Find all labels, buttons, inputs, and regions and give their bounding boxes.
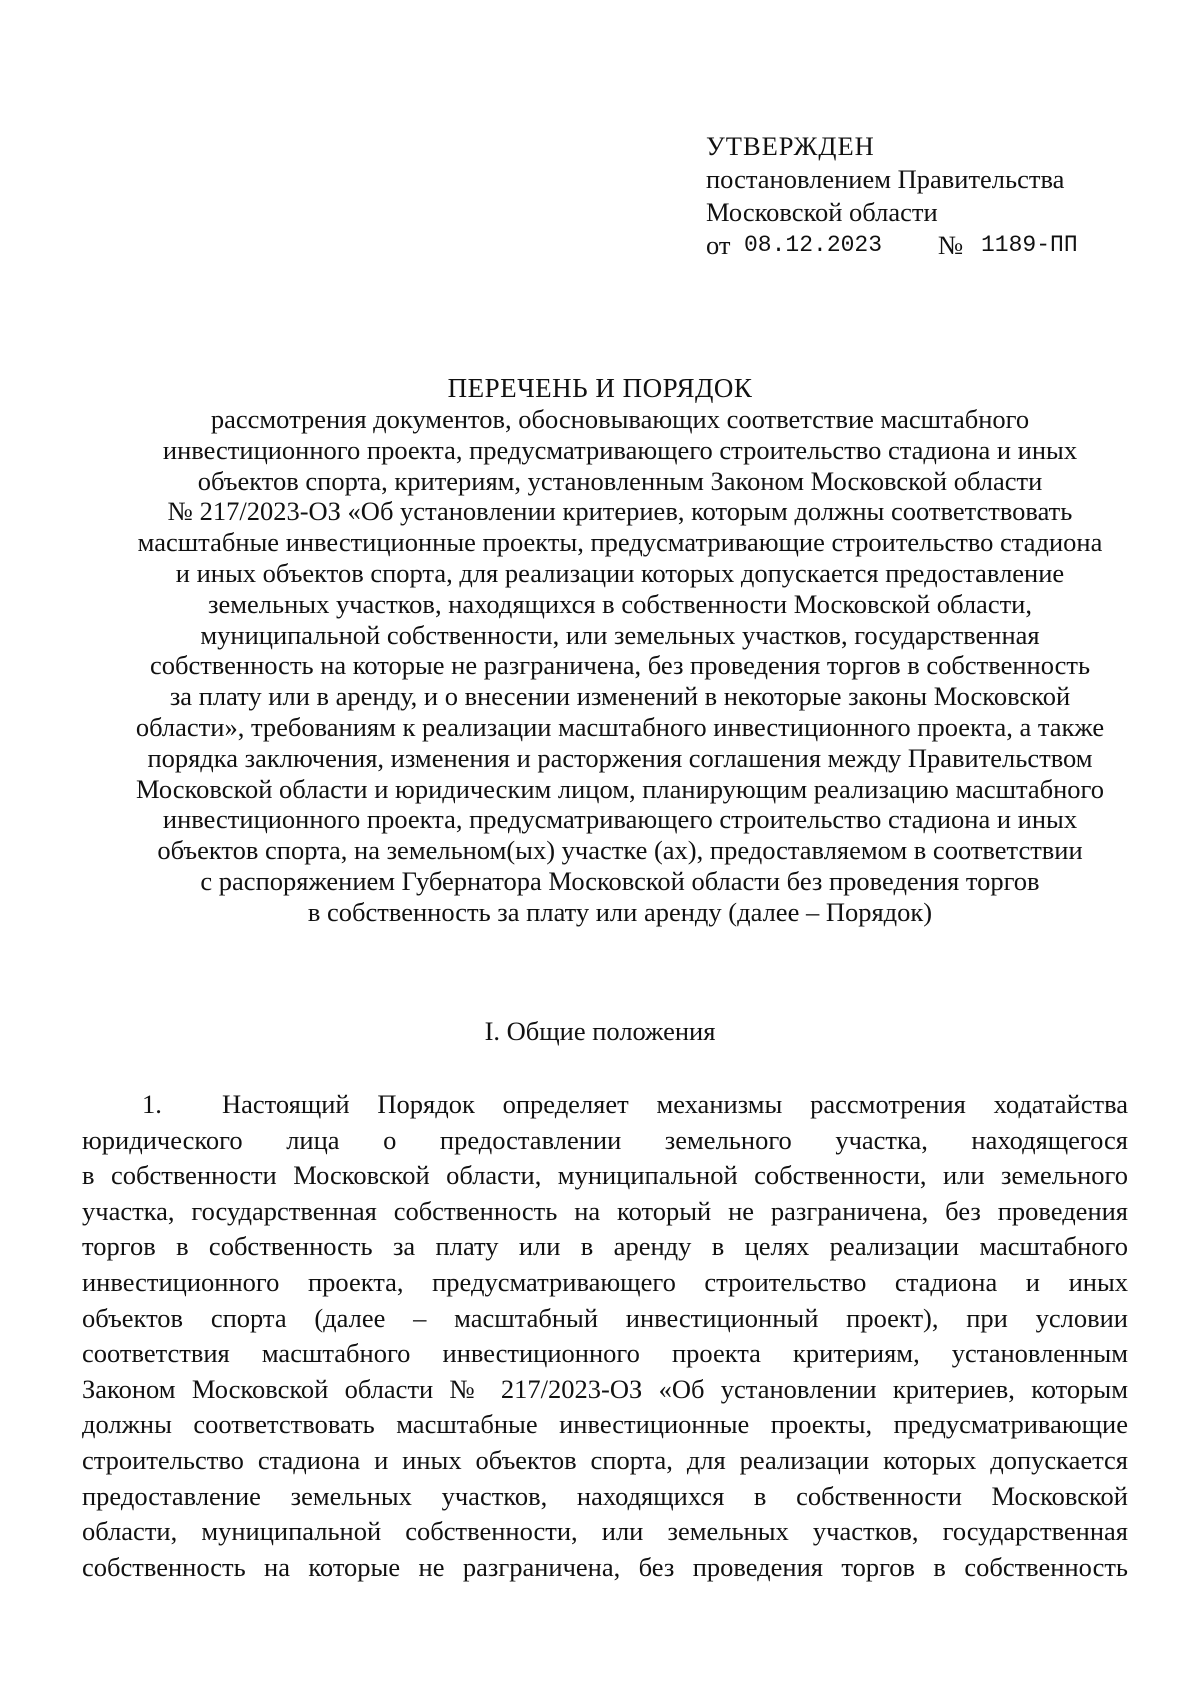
approval-date: 08.12.2023 xyxy=(744,232,883,258)
subtitle-line: масштабные инвестиционные проекты, предусматривающие строительство стадиона xyxy=(137,527,1103,558)
approval-number: 1189-ПП xyxy=(981,232,1078,258)
subtitle-line: инвестиционного проекта, предусматривающего строительство стадиона и иных xyxy=(162,434,1078,465)
subtitle-line: рассмотрения документов, обосновывающих соответствие масштабного xyxy=(210,404,1030,434)
paragraph-line: области, муниципальной собственности, или земельных участков, государственная xyxy=(82,1516,1128,1547)
paragraph-line-text: Настоящий Порядок определяет механизмы рассмотрения ходатайства xyxy=(222,1089,1128,1119)
section-heading: I. Общие положения xyxy=(484,1016,716,1046)
paragraph-line xyxy=(82,1087,1128,1123)
paragraph-line: участка, государственная собственность на который не разграничена, без проведения xyxy=(82,1195,1128,1226)
paragraph-line: объектов спорта (далее – масштабный инвестиционный проект), при условии xyxy=(82,1302,1128,1333)
paragraph-line: предоставление земельных участков, находящихся в собственности Московской xyxy=(82,1480,1128,1511)
approval-line-2: Московской области xyxy=(706,197,938,227)
approval-title: УТВЕРЖДЕН xyxy=(706,131,875,161)
approval-stamp xyxy=(706,130,1086,262)
paragraph-line: инвестиционного проекта, предусматривающего строительство стадиона и иных xyxy=(82,1266,1128,1297)
subtitle-line: с распоряжением Губернатора Московской области без проведения торгов xyxy=(200,865,1040,896)
paragraph-number: 1. xyxy=(142,1089,162,1119)
paragraph-line: собственность на которые не разграничена, без проведения торгов в собственность xyxy=(82,1551,1128,1582)
paragraph-line: юридического лица о предоставлении земельного участка, находящегося xyxy=(82,1124,1128,1155)
subtitle-line: земельных участков, находящихся в собственности Московской области, xyxy=(208,588,1032,619)
subtitle-line: инвестиционного проекта, предусматривающего строительство стадиона и иных xyxy=(162,804,1078,835)
subtitle-line: в собственность за плату или аренду (далее – Порядок) xyxy=(307,896,933,927)
paragraph-line: строительство стадиона и иных объектов спорта, для реализации которых допускается xyxy=(82,1444,1128,1475)
document-title: ПЕРЕЧЕНЬ И ПОРЯДОК xyxy=(447,373,753,403)
subtitle-line: Московской области и юридическим лицом, планирующим реализацию масштабного xyxy=(135,773,1105,804)
document-subtitle xyxy=(90,404,1150,928)
subtitle-line: объектов спорта, на земельном(ых) участке (ах), предоставляемом в соответствии xyxy=(157,835,1083,866)
approval-from: от xyxy=(706,230,731,260)
paragraph-1 xyxy=(82,1087,1128,1585)
paragraph-line: соответствия масштабного инвестиционного проекта критериям, установленным xyxy=(82,1338,1128,1369)
paragraph-line: должны соответствовать масштабные инвестиционные проекты, предусматривающие xyxy=(82,1409,1128,1440)
subtitle-line: объектов спорта, критериям, установленным Законом Московской области xyxy=(197,465,1043,496)
subtitle-line: за плату или в аренду, и о внесении изменений в некоторые законы Московской xyxy=(169,681,1071,712)
subtitle-line: порядка заключения, изменения и расторжения соглашения между Правительством xyxy=(147,742,1093,773)
approval-number-sign: № xyxy=(938,230,964,260)
paragraph-line: Законом Московской области № 217/2023-ОЗ «Об установлении критериев, которым xyxy=(82,1373,1128,1404)
paragraph-line: в собственности Московской области, муниципальной собственности, или земельного xyxy=(82,1160,1128,1191)
approval-date-line xyxy=(706,229,1086,262)
paragraph-line: торгов в собственность за плату или в аренду в целях реализации масштабного xyxy=(82,1231,1128,1262)
subtitle-line: собственность на которые не разграничена, без проведения торгов в собственность xyxy=(149,650,1091,681)
approval-line-1: постановлением Правительства xyxy=(706,164,1065,194)
subtitle-line: муниципальной собственности, или земельных участков, государственная xyxy=(200,619,1040,650)
subtitle-line: области», требованиям к реализации масштабного инвестиционного проекта, а также xyxy=(135,711,1105,742)
subtitle-line: № 217/2023-ОЗ «Об установлении критериев, которым должны соответствовать xyxy=(167,496,1073,527)
subtitle-line: и иных объектов спорта, для реализации которых допускается предоставление xyxy=(175,557,1065,588)
